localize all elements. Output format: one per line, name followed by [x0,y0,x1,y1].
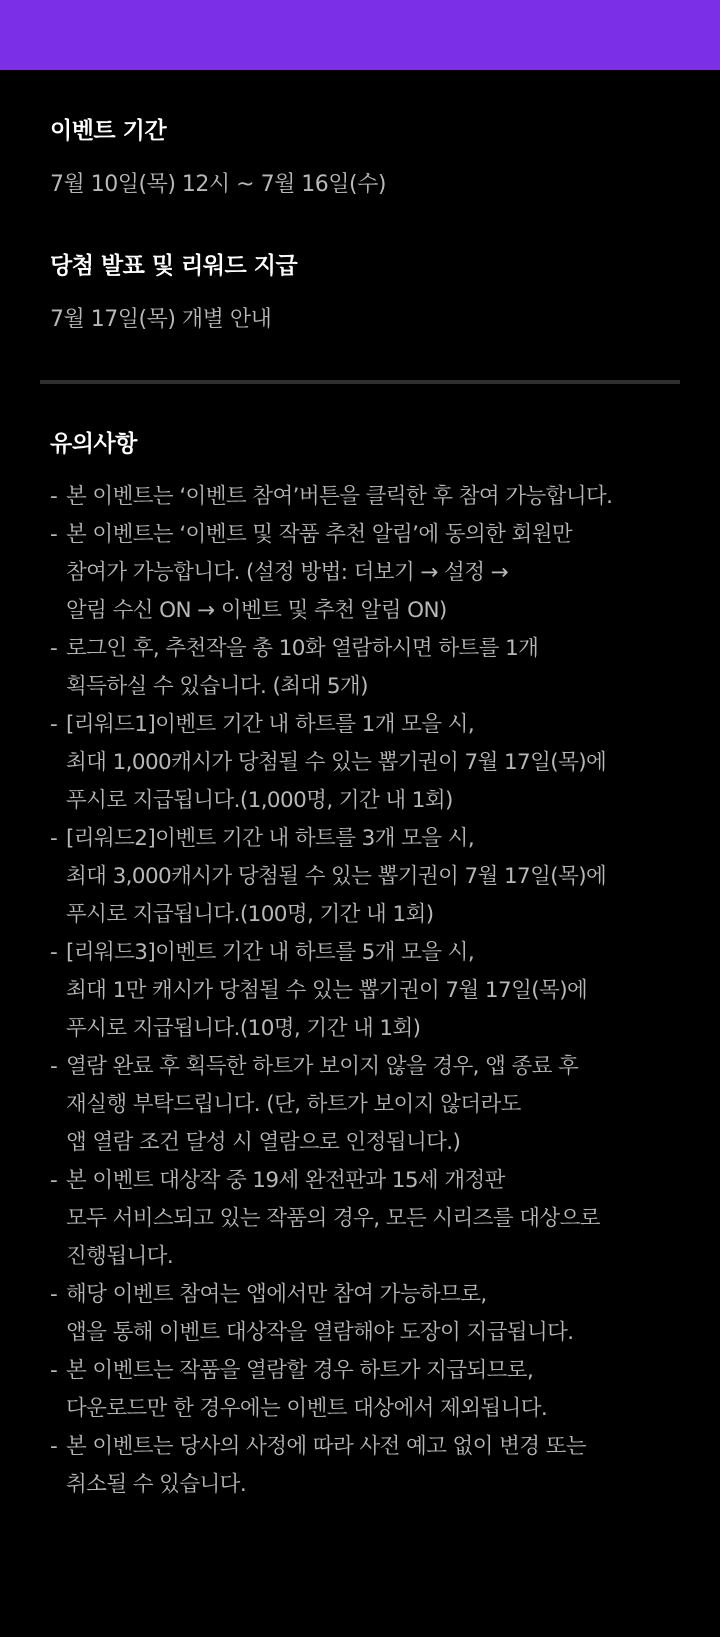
notice-line: 최대 1만 캐시가 당첨될 수 있는 뽑기권이 7월 17일(목)에 [66,978,588,1003]
notice-item-text [66,1162,690,1276]
notice-item-text [66,516,690,630]
notice-item [50,1428,690,1504]
notice-line: 열람 완료 후 획득한 하트가 보이지 않을 경우, 앱 종료 후 [66,1054,579,1079]
notice-line: [리워드2]이벤트 기간 내 하트를 3개 모을 시, [66,826,475,851]
notice-line: 재실행 부탁드립니다. (단, 하트가 보이지 않더라도 [66,1092,521,1117]
notice-line: [리워드1]이벤트 기간 내 하트를 1개 모을 시, [66,712,475,737]
notice-item-text [66,1352,690,1428]
notice-item [50,1048,690,1162]
notice-line: 앱을 통해 이벤트 대상작을 열람해야 도장이 지급됩니다. [66,1320,574,1345]
top-banner-bar [0,0,720,70]
notice-item [50,706,690,820]
notice-item [50,516,690,630]
event-period-value: 7월 10일(목) 12시 ~ 7월 16일(수) [50,172,386,197]
notice-bullet-dash: - [50,940,58,965]
notice-bullet-dash: - [50,1282,58,1307]
notice-line: 본 이벤트는 당사의 사정에 따라 사전 예고 없이 변경 또는 [66,1434,586,1459]
notice-list [50,478,690,1504]
notice-bullet-dash: - [50,712,58,737]
notice-bullet-dash: - [50,522,58,547]
notice-line: 본 이벤트 대상작 중 19세 완전판과 15세 개정판 [66,1168,505,1193]
notice-line: 푸시로 지급됩니다.(10명, 기간 내 1회) [66,1016,421,1041]
notice-line: 본 이벤트는 ‘이벤트 및 작품 추천 알림’에 동의한 회원만 [66,522,573,547]
notice-line: [리워드3]이벤트 기간 내 하트를 5개 모을 시, [66,940,475,965]
notice-item-text [66,706,690,820]
notice-item-text [66,1276,690,1352]
notice-line: 다운로드만 한 경우에는 이벤트 대상에서 제외됩니다. [66,1396,548,1421]
notice-line: 알림 수신 ON → 이벤트 및 추천 알림 ON) [66,598,447,623]
reward-title: 당첨 발표 및 리워드 지급 [50,253,298,279]
notice-line: 푸시로 지급됩니다.(100명, 기간 내 1회) [66,902,434,927]
notice-line: 진행됩니다. [66,1244,174,1269]
section-divider [40,380,680,384]
notice-bullet-dash: - [50,636,58,661]
notice-line: 푸시로 지급됩니다.(1,000명, 기간 내 1회) [66,788,453,813]
notice-bullet-dash: - [50,1434,58,1459]
notice-item-text [66,1048,690,1162]
notice-item-text [66,478,690,516]
notice-line: 참여가 가능합니다. (설정 방법: 더보기 → 설정 → [66,560,509,585]
notice-line: 본 이벤트는 ‘이벤트 참여’버튼을 클릭한 후 참여 가능합니다. [66,484,613,509]
notice-line: 모두 서비스되고 있는 작품의 경우, 모든 시리즈를 대상으로 [66,1206,600,1231]
notice-line: 취소될 수 있습니다. [66,1472,247,1497]
event-period-title: 이벤트 기간 [50,118,167,144]
notice-item-text [66,1428,690,1504]
notice-bullet-dash: - [50,1358,58,1383]
notice-item [50,478,690,516]
notice-line: 해당 이벤트 참여는 앱에서만 참여 가능하므로, [66,1282,487,1307]
notice-item [50,630,690,706]
notice-line: 획득하실 수 있습니다. (최대 5개) [66,674,368,699]
notice-item-text [66,630,690,706]
notice-item [50,934,690,1048]
notice-bullet-dash: - [50,1168,58,1193]
notice-line: 최대 3,000캐시가 당첨될 수 있는 뽑기권이 7월 17일(목)에 [66,864,607,889]
notice-bullet-dash: - [50,1054,58,1079]
notice-line: 앱 열람 조건 달성 시 열람으로 인정됩니다.) [66,1130,461,1155]
notice-line: 로그인 후, 추천작을 총 10화 열람하시면 하트를 1개 [66,636,539,661]
reward-value: 7월 17일(목) 개별 안내 [50,307,272,332]
notice-item [50,1352,690,1428]
notice-item-text [66,820,690,934]
notice-title: 유의사항 [50,431,137,457]
notice-bullet-dash: - [50,826,58,851]
notice-item [50,1276,690,1352]
notice-line: 본 이벤트는 작품을 열람할 경우 하트가 지급되므로, [66,1358,534,1383]
notice-line: 최대 1,000캐시가 당첨될 수 있는 뽑기권이 7월 17일(목)에 [66,750,607,775]
notice-item [50,820,690,934]
notice-item-text [66,934,690,1048]
notice-bullet-dash: - [50,484,58,509]
notice-item [50,1162,690,1276]
